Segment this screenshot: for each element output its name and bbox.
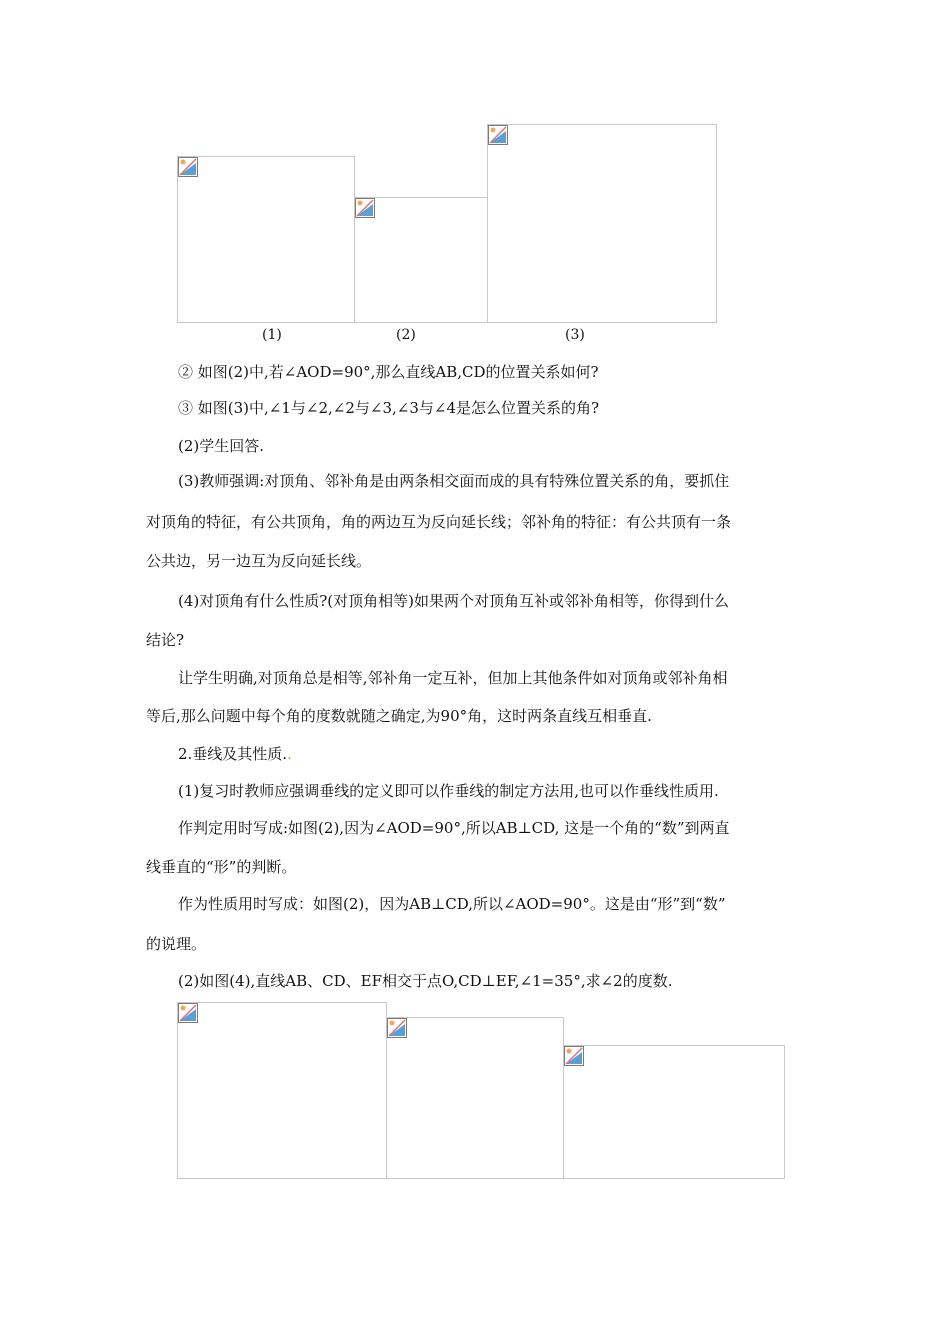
judgment-line-1: 作判定用时写成:如图(2),因为∠AOD=90°,所以AB⊥CD, 这是一个角的“数”到两直 [178, 819, 730, 837]
clarify-line-2: 等后,那么问题中每个角的度数就随之确定,为90°角，这时两条直线互相垂直. [146, 707, 652, 725]
broken-image-icon [387, 1018, 407, 1038]
broken-image-icon [355, 198, 375, 218]
property-question-line-2: 结论? [146, 631, 185, 649]
property-use-line-1: 作为性质用时写成：如图(2)，因为AB⊥CD,所以∠AOD=90°。这是由“形”到“数” [178, 895, 726, 913]
teacher-emphasis-line-2: 对顶角的特征，有公共顶角，角的两边互为反向延长线；邻补角的特征：有公共顶有一条 [146, 513, 732, 531]
clarify-line-1: 让学生明确,对顶角总是相等,邻补角一定互补，但加上其他条件如对顶角或邻补角相 [178, 669, 728, 687]
section-heading-perpendicular [178, 744, 838, 764]
yellow-dot-mark: . [287, 745, 292, 763]
figure-4-image [177, 1002, 387, 1179]
figure-3-image [487, 124, 717, 323]
broken-image-icon [488, 125, 508, 145]
section-heading-text: 2.垂线及其性质. [178, 745, 288, 763]
property-use-line-2: 的说理。 [146, 935, 207, 953]
figure-6-image [563, 1045, 785, 1179]
student-answer-line: (2)学生回答. [178, 437, 265, 455]
figure-caption-3: (3) [565, 327, 585, 343]
broken-image-icon [178, 1003, 198, 1023]
broken-image-icon [564, 1046, 584, 1066]
figure-caption-1: (1) [262, 327, 282, 343]
review-line: (1)复习时教师应强调垂线的定义即可以作垂线的制定方法用,也可以作垂线性质用. [178, 782, 719, 800]
exercise-line: (2)如图(4),直线AB、CD、EF相交于点O,CD⊥EF,∠1=35°,求∠2的度数. [178, 972, 673, 990]
question-2-line: ② 如图(2)中,若∠AOD=90°,那么直线AB,CD的位置关系如何? [178, 363, 599, 381]
figure-5-image [386, 1017, 564, 1179]
figure-1-image [177, 156, 355, 323]
figure-2-image [354, 197, 488, 323]
teacher-emphasis-line-3: 公共边，另一边互为反向延长线。 [146, 552, 372, 570]
judgment-line-2: 线垂直的“形”的判断。 [146, 858, 297, 876]
teacher-emphasis-line-1: (3)教师强调:对顶角、邻补角是由两条相交面而成的具有特殊位置关系的角，要抓住 [178, 472, 730, 490]
broken-image-icon [178, 157, 198, 177]
property-question-line-1: (4)对顶角有什么性质?(对顶角相等)如果两个对顶角互补或邻补角相等，你得到什么 [178, 592, 729, 610]
figure-caption-2: (2) [396, 327, 416, 343]
question-3-line: ③ 如图(3)中,∠1与∠2,∠2与∠3,∠3与∠4是怎么位置关系的角? [178, 399, 600, 417]
